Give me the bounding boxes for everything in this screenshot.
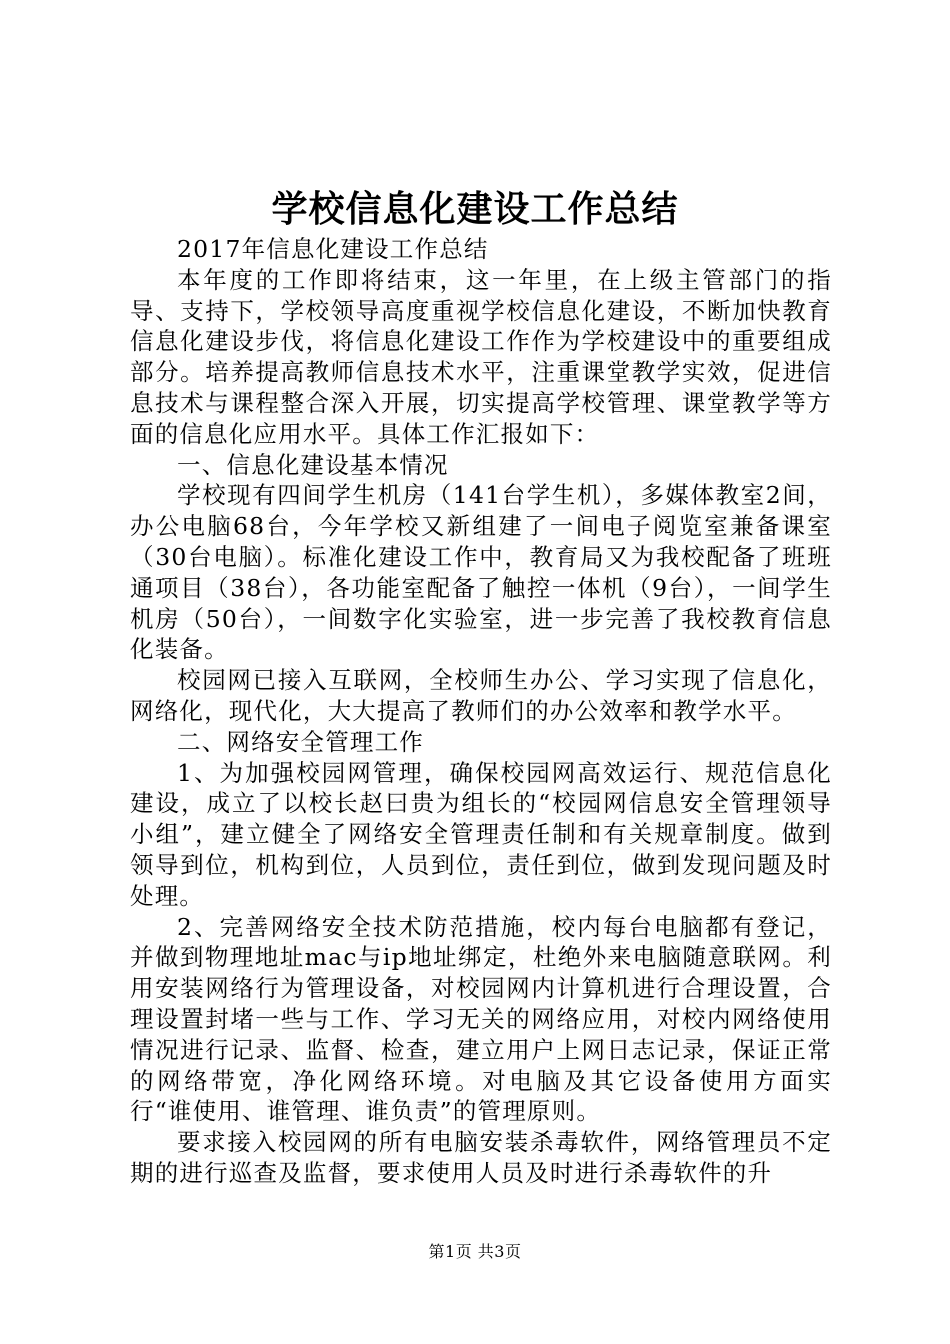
paragraph-antivirus: 要求接入校园网的所有电脑安装杀毒软件，网络管理员不定期的进行巡查及监督，要求使用人员及时进行杀毒软件的升 [130, 1128, 832, 1187]
paragraph-security-2: 2、完善网络安全技术防范措施，校内每台电脑都有登记，并做到物理地址mac与ip地址绑定，杜绝外来电脑随意联网。利用安装网络行为管理设备，对校园网内计算机进行合理设置，合理设置封堵一些与工作、学习无关的网络应用，对校内网络使用情况进行记录、监督、检查，建立用户上网日志记录，保证正常的网络带宽，净化网络环境。对电脑及其它设备使用方面实行“谁使用、谁管理、谁负责”的管理原则。 [130, 912, 832, 1126]
paragraph-intro: 本年度的工作即将结束，这一年里，在上级主管部门的指导、支持下，学校领导高度重视学校信息化建设，不断加快教育信息化建设步伐，将信息化建设工作作为学校建设中的重要组成部分。培养提高教师信息技术水平，注重课堂教学实效，促进信息技术与课程整合深入开展，切实提高学校管理、课堂教学等方面的信息化应用水平。具体工作汇报如下： [130, 265, 832, 448]
document-body [130, 234, 832, 1189]
section-heading-1: 一、信息化建设基本情况 [177, 450, 449, 479]
document-title: 学校信息化建设工作总结 [271, 188, 679, 230]
paragraph-subtitle: 2017年信息化建设工作总结 [177, 235, 489, 263]
paragraph-equipment: 学校现有四间学生机房（141台学生机），多媒体教室2间，办公电脑68台，今年学校又新组建了一间电子阅览室兼备课室（30台电脑）。标准化建设工作中，教育局又为我校配备了班班通项目（38台），各功能室配备了触控一体机（9台），一间学生机房（50台），一间数字化实验室，进一步完善了我校教育信息化装备。 [130, 481, 832, 664]
page-footer: 第1页 共3页 [428, 1242, 522, 1261]
paragraph-security-1: 1、为加强校园网管理，确保校园网高效运行、规范信息化建设，成立了以校长赵曰贵为组长的“校园网信息安全管理领导小组”，建立健全了网络安全管理责任制和有关规章制度。做到领导到位，机构到位，人员到位，责任到位，做到发现问题及时处理。 [130, 758, 832, 910]
paragraph-network: 校园网已接入互联网，全校师生办公、学习实现了信息化，网络化，现代化，大大提高了教师们的办公效率和教学水平。 [130, 666, 832, 725]
section-heading-2: 二、网络安全管理工作 [177, 727, 424, 756]
